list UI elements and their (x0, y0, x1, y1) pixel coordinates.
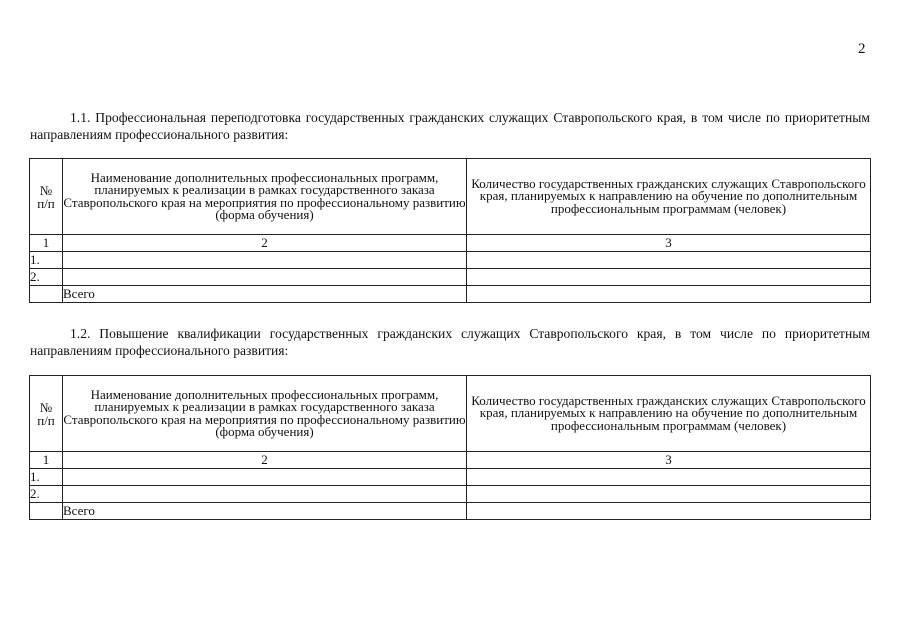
page-number: 2 (858, 41, 866, 57)
table-header-row (30, 376, 871, 452)
index-cell: 3 (467, 452, 871, 469)
row-number: 2. (30, 486, 63, 503)
section-1-paragraph: 1.1. Профессиональная переподготовка государственных гражданских служащих Ставропольского края, в том числе по приоритетным направлениям профессионального развития: (30, 110, 870, 142)
table-header-row (30, 159, 871, 235)
index-cell: 1 (30, 235, 63, 252)
total-value-cell (467, 286, 871, 303)
total-empty-cell (30, 286, 63, 303)
number-sign: № (39, 182, 53, 198)
header-employee-count: Количество государственных гражданских служащих Ставропольского края, планируемых к направлению на обучение по дополнительным профессиональным программам (человек) (467, 159, 871, 235)
program-name-cell (63, 252, 467, 269)
table-row (30, 269, 871, 286)
row-number: 1. (30, 469, 63, 486)
table-row (30, 252, 871, 269)
section-2-paragraph: 1.2. Повышение квалификации государственных гражданских служащих Ставропольского края, в том числе по приоритетным направлениям профессионального развития: (30, 326, 870, 358)
employee-count-cell (467, 269, 871, 286)
employee-count-cell (467, 252, 871, 269)
total-label: Всего (63, 286, 467, 303)
index-cell: 2 (63, 235, 467, 252)
header-program-name: Наименование дополнительных профессиональных программ, планируемых к реализации в рамках государственного заказа Ставропольского края на мероприятия по профессиональному развитию (форма обучения) (63, 159, 467, 235)
table-row (30, 486, 871, 503)
program-name-cell (63, 269, 467, 286)
table-total-row (30, 503, 871, 520)
header-row-number (30, 376, 63, 452)
number-sign: № (39, 399, 53, 415)
row-number: 1. (30, 252, 63, 269)
employee-count-cell (467, 486, 871, 503)
number-pp: п/п (37, 195, 55, 211)
total-value-cell (467, 503, 871, 520)
number-pp: п/п (37, 412, 55, 428)
section-1-table (29, 158, 871, 303)
index-cell: 2 (63, 452, 467, 469)
section-2-table (29, 375, 871, 520)
total-label: Всего (63, 503, 467, 520)
employee-count-cell (467, 469, 871, 486)
header-employee-count: Количество государственных гражданских служащих Ставропольского края, планируемых к направлению на обучение по дополнительным профессиональным программам (человек) (467, 376, 871, 452)
table-row (30, 469, 871, 486)
program-name-cell (63, 469, 467, 486)
program-name-cell (63, 486, 467, 503)
index-cell: 1 (30, 452, 63, 469)
row-number: 2. (30, 269, 63, 286)
header-program-name: Наименование дополнительных профессиональных программ, планируемых к реализации в рамках государственного заказа Ставропольского края на мероприятия по профессиональному развитию (форма обучения) (63, 376, 467, 452)
index-cell: 3 (467, 235, 871, 252)
header-row-number (30, 159, 63, 235)
table-total-row (30, 286, 871, 303)
table-index-row (30, 235, 871, 252)
table-index-row (30, 452, 871, 469)
total-empty-cell (30, 503, 63, 520)
